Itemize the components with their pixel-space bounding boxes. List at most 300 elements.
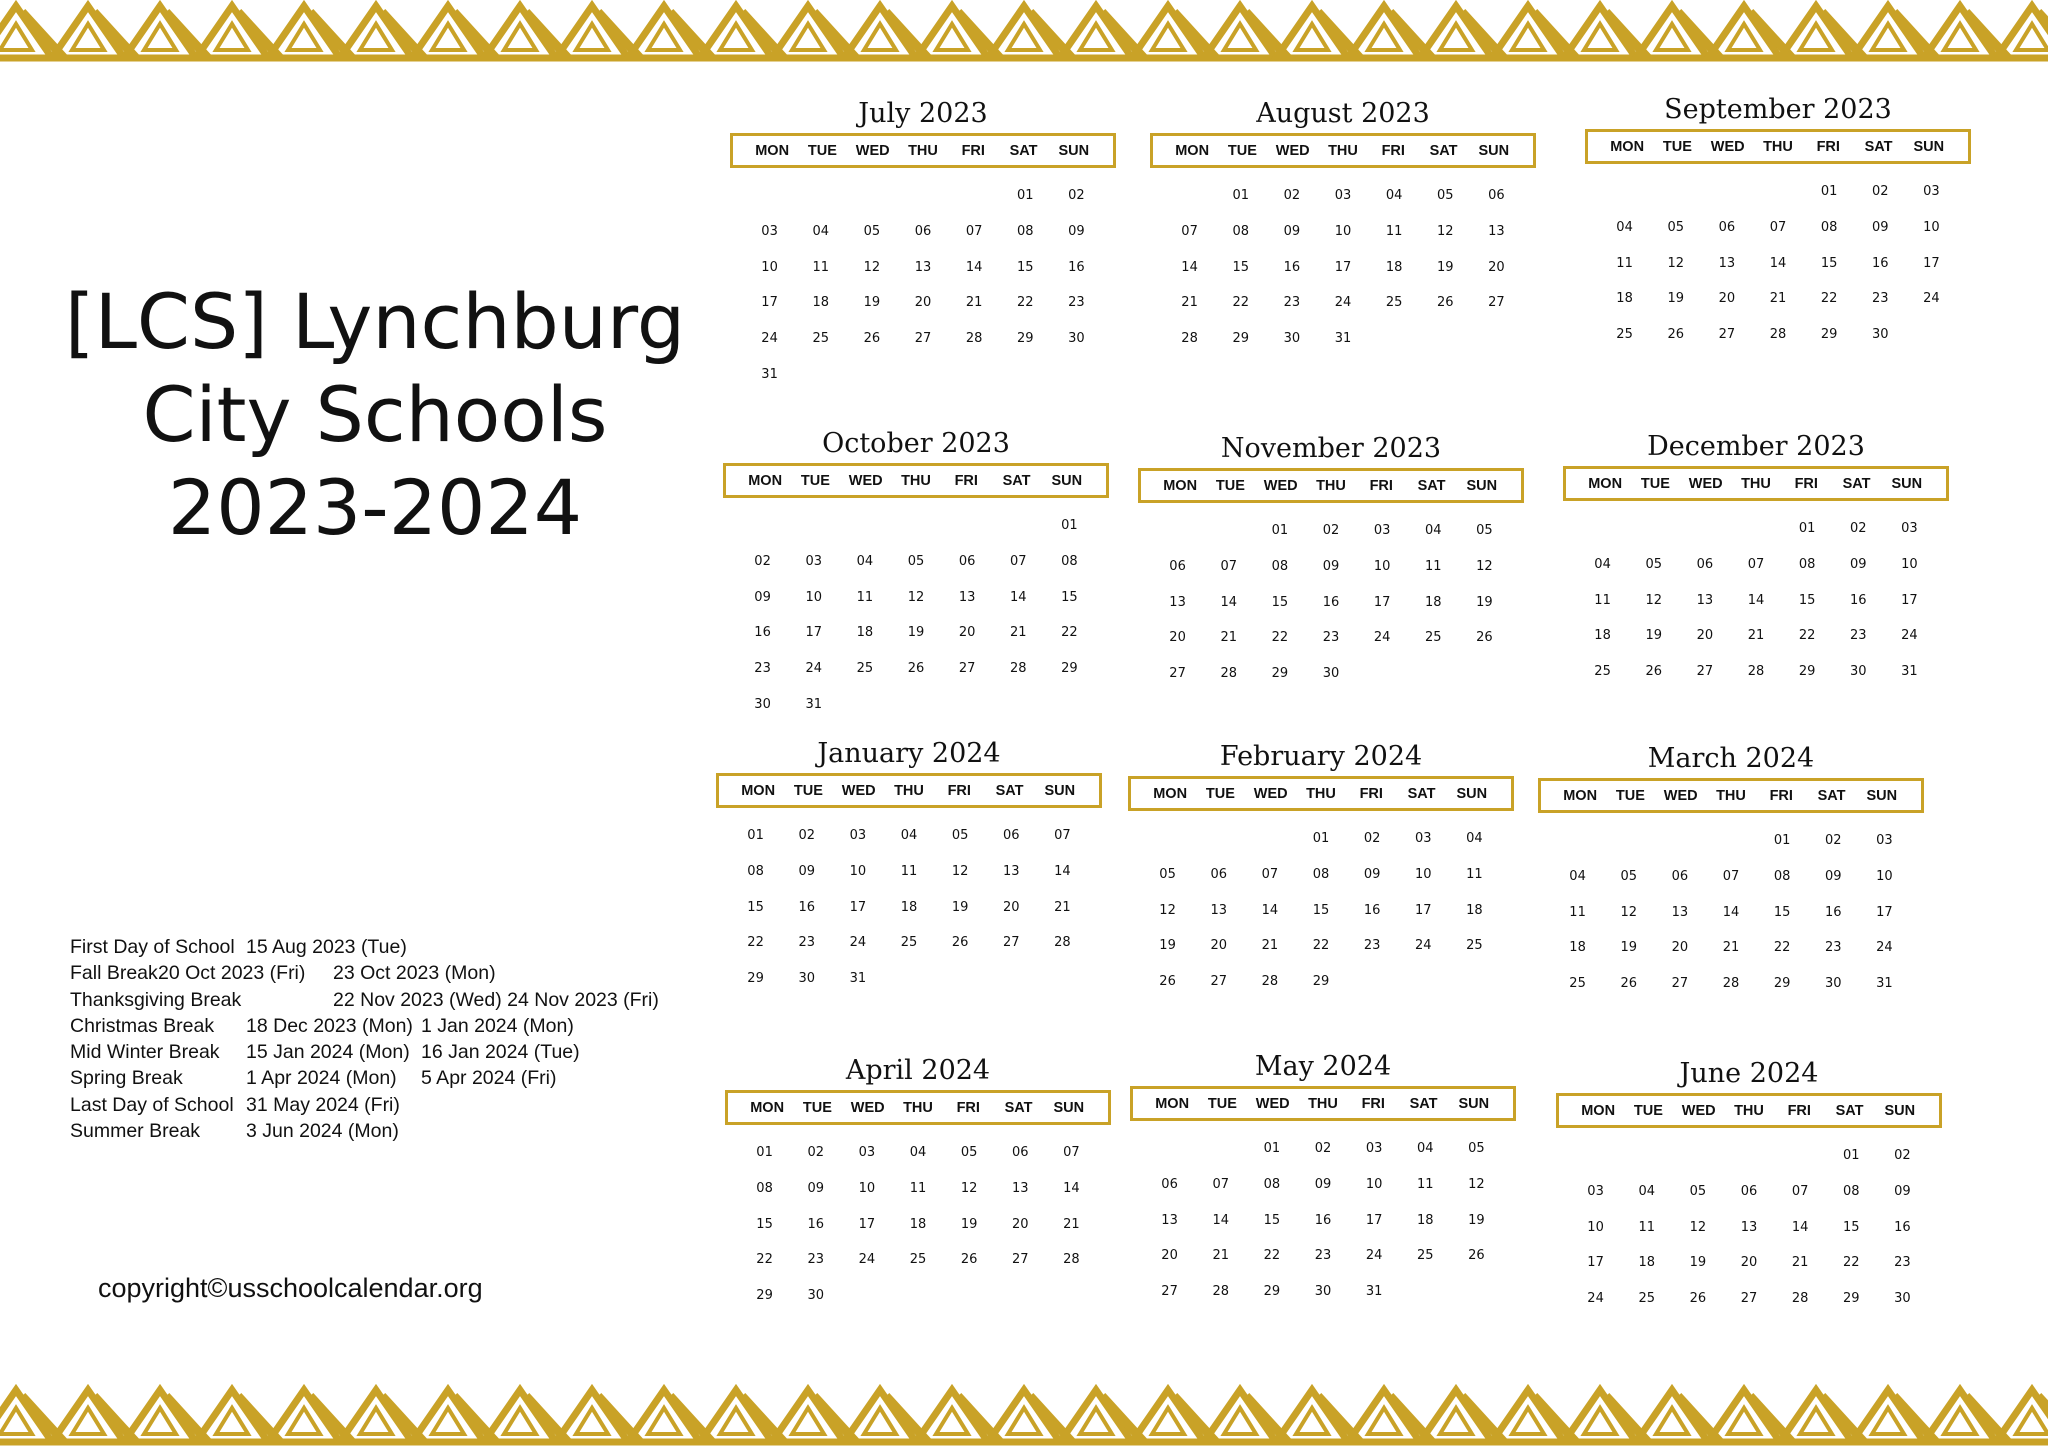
day-cell: 27 xyxy=(1210,974,1227,990)
day-cell: 03 xyxy=(1334,188,1352,204)
weekday-label: FRI xyxy=(956,1099,980,1116)
day-cell: 08 xyxy=(747,864,764,880)
month-title: September 2023 xyxy=(1664,94,1892,125)
day-cell: 02 xyxy=(1068,188,1085,204)
week-row xyxy=(739,1278,1097,1314)
weekday-label: TUE xyxy=(802,1099,832,1116)
week-row xyxy=(1164,214,1522,250)
date-event-label: Last Day of School xyxy=(70,1093,234,1116)
week-row xyxy=(1152,656,1510,692)
day-cell: 13 xyxy=(1740,1219,1758,1235)
day-cell: 10 xyxy=(1365,1177,1383,1193)
week-row xyxy=(1599,245,1957,281)
day-cell: 19 xyxy=(1468,1212,1485,1228)
day-cell: 16 xyxy=(1894,1219,1911,1235)
day-cell: 06 xyxy=(1161,1177,1178,1193)
day-cell: 19 xyxy=(960,1216,978,1232)
weekday-label: TUE xyxy=(1633,1102,1663,1119)
weekday-label: TUE xyxy=(1615,787,1645,804)
day-cell: 30 xyxy=(807,1288,824,1304)
day-cell: 01 xyxy=(1820,184,1838,200)
date-event-label: Spring Break xyxy=(70,1067,183,1090)
day-cell: 08 xyxy=(1271,559,1289,575)
weekday-label: SAT xyxy=(1407,785,1436,802)
date-event-label: Christmas Break xyxy=(70,1014,215,1037)
day-cell: 20 xyxy=(1740,1255,1758,1271)
week-row xyxy=(737,544,1095,580)
week-row xyxy=(1599,210,1957,246)
day-grid xyxy=(725,1125,1111,1313)
day-cell: 18 xyxy=(1616,291,1633,307)
day-cell: 12 xyxy=(1468,1177,1485,1193)
day-cell: 10 xyxy=(1587,1219,1604,1235)
week-row xyxy=(1552,930,1910,966)
day-cell: 15 xyxy=(1271,594,1289,610)
day-cell: 22 xyxy=(747,935,764,951)
day-cell: 03 xyxy=(849,828,867,844)
date-row xyxy=(70,989,710,1015)
weekday-label: TUE xyxy=(1662,138,1692,155)
week-row xyxy=(1164,321,1522,357)
month-title: February 2024 xyxy=(1219,741,1423,772)
day-cell: 23 xyxy=(1825,940,1842,956)
day-cell: 10 xyxy=(858,1181,876,1197)
weekday-label: TUE xyxy=(1207,1095,1237,1112)
day-cell: 05 xyxy=(1620,869,1637,885)
day-cell: 26 xyxy=(1667,327,1684,343)
week-row xyxy=(737,615,1095,651)
weekday-label: WED xyxy=(1255,1095,1290,1112)
day-cell: 20 xyxy=(1169,630,1186,646)
day-cell: 30 xyxy=(1283,331,1301,347)
day-cell: 22 xyxy=(1798,628,1816,644)
date-row xyxy=(70,936,710,962)
week-row xyxy=(1164,178,1522,214)
day-cell: 03 xyxy=(858,1145,876,1161)
day-cell: 21 xyxy=(1181,295,1198,311)
day-cell: 09 xyxy=(1283,224,1301,240)
day-cell: 08 xyxy=(1232,224,1249,240)
weekday-label: SAT xyxy=(1409,1095,1438,1112)
day-cell: 14 xyxy=(1769,255,1787,271)
day-cell: 27 xyxy=(1488,295,1505,311)
day-cell: 12 xyxy=(1437,224,1454,240)
weekday-header xyxy=(1585,129,1971,164)
day-cell: 04 xyxy=(1594,557,1611,573)
day-cell: 01 xyxy=(1843,1148,1860,1164)
day-cell: 08 xyxy=(1843,1184,1860,1200)
day-cell: 04 xyxy=(909,1145,927,1161)
day-cell: 01 xyxy=(1017,188,1034,204)
weekday-header xyxy=(1563,466,1949,501)
day-cell: 28 xyxy=(1181,331,1198,347)
month-title: October 2023 xyxy=(822,428,1010,459)
day-cell: 06 xyxy=(958,554,976,570)
day-cell: 27 xyxy=(1671,976,1689,992)
weekday-label: WED xyxy=(1263,477,1298,494)
weekday-label: FRI xyxy=(1787,1102,1811,1119)
day-grid xyxy=(730,168,1116,392)
month-title: November 2023 xyxy=(1220,433,1442,464)
day-grid xyxy=(716,808,1102,996)
day-cell: 07 xyxy=(1010,554,1027,570)
day-cell: 14 xyxy=(1181,259,1198,275)
day-cell: 01 xyxy=(1271,523,1289,539)
day-cell: 11 xyxy=(1385,224,1403,240)
day-cell: 20 xyxy=(1210,938,1227,954)
day-cell: 26 xyxy=(1689,1291,1707,1307)
day-cell: 09 xyxy=(1894,1184,1911,1200)
date-start: 20 Oct 2023 (Fri) xyxy=(158,962,306,985)
day-cell: 23 xyxy=(1068,295,1085,311)
weekday-label: FRI xyxy=(1794,475,1818,492)
week-row xyxy=(1142,857,1500,893)
day-cell: 28 xyxy=(965,331,983,347)
week-row xyxy=(1552,823,1910,859)
day-cell: 02 xyxy=(754,554,771,570)
day-cell: 01 xyxy=(1263,1141,1281,1157)
day-cell: 19 xyxy=(907,625,925,641)
day-cell: 02 xyxy=(807,1145,824,1161)
week-row xyxy=(730,961,1088,997)
day-cell: 09 xyxy=(1314,1177,1332,1193)
day-cell: 27 xyxy=(1169,666,1186,682)
weekday-label: TUE xyxy=(793,782,823,799)
month-title: July 2023 xyxy=(858,98,988,129)
week-row xyxy=(737,686,1095,722)
weekday-label: FRI xyxy=(954,472,978,489)
day-cell: 27 xyxy=(1012,1252,1029,1268)
day-cell: 28 xyxy=(1220,666,1237,682)
weekday-label: SUN xyxy=(1866,787,1898,804)
day-cell: 17 xyxy=(1901,592,1918,608)
date-end: 16 Jan 2024 (Tue) xyxy=(421,1041,580,1064)
weekday-label: SAT xyxy=(1864,138,1893,155)
day-cell: 18 xyxy=(909,1216,927,1232)
day-grid xyxy=(1585,164,1971,352)
day-cell: 05 xyxy=(863,224,881,240)
day-cell: 22 xyxy=(1017,295,1034,311)
day-cell: 26 xyxy=(907,661,925,677)
day-cell: 18 xyxy=(1638,1255,1655,1271)
month-title: June 2024 xyxy=(1679,1058,1819,1089)
day-cell: 19 xyxy=(1689,1255,1707,1271)
day-cell: 28 xyxy=(1791,1291,1809,1307)
day-cell: 01 xyxy=(756,1145,773,1161)
weekday-label: MON xyxy=(1610,138,1645,155)
week-row xyxy=(739,1206,1097,1242)
day-cell: 28 xyxy=(1010,661,1027,677)
day-cell: 29 xyxy=(1820,327,1838,343)
day-grid xyxy=(1128,811,1514,999)
day-cell: 31 xyxy=(1901,664,1918,680)
day-cell: 24 xyxy=(1587,1291,1604,1307)
day-cell: 23 xyxy=(807,1252,824,1268)
weekday-label: MON xyxy=(1581,1102,1616,1119)
week-row xyxy=(1577,654,1935,690)
day-cell: 09 xyxy=(1872,220,1889,236)
day-cell: 09 xyxy=(754,589,771,605)
day-cell: 20 xyxy=(958,625,976,641)
day-cell: 23 xyxy=(754,661,771,677)
day-cell: 02 xyxy=(1322,523,1340,539)
day-cell: 24 xyxy=(858,1252,876,1268)
weekday-header xyxy=(716,773,1102,808)
day-cell: 19 xyxy=(951,899,969,915)
day-cell: 24 xyxy=(1365,1248,1383,1264)
day-cell: 15 xyxy=(1061,589,1078,605)
day-cell: 14 xyxy=(1220,594,1237,610)
day-cell: 26 xyxy=(1159,974,1176,990)
weekday-label: WED xyxy=(1275,142,1310,159)
date-event-label: Fall Break xyxy=(70,962,158,985)
day-cell: 20 xyxy=(1161,1248,1178,1264)
day-cell: 31 xyxy=(761,366,778,382)
day-cell: 05 xyxy=(1159,867,1176,883)
week-row xyxy=(1599,317,1957,353)
day-cell: 14 xyxy=(1010,589,1027,605)
week-row xyxy=(1142,821,1500,857)
weekday-label: SUN xyxy=(1053,1099,1085,1116)
day-cell: 08 xyxy=(1061,554,1078,570)
day-cell: 07 xyxy=(1220,559,1237,575)
day-cell: 15 xyxy=(747,899,764,915)
day-cell: 30 xyxy=(1322,666,1340,682)
weekday-label: SUN xyxy=(1456,785,1488,802)
day-cell: 13 xyxy=(1210,902,1227,918)
week-row xyxy=(739,1135,1097,1171)
week-row xyxy=(1570,1281,1928,1317)
day-cell: 16 xyxy=(798,899,815,915)
weekday-label: SUN xyxy=(1051,472,1083,489)
date-end: 23 Oct 2023 (Mon) xyxy=(333,962,496,985)
day-cell: 29 xyxy=(1017,331,1034,347)
day-cell: 05 xyxy=(1437,188,1454,204)
month-calendar xyxy=(1585,91,1971,352)
month-calendar xyxy=(1556,1055,1942,1316)
month-title: April 2024 xyxy=(845,1055,991,1086)
weekday-label: SUN xyxy=(1891,475,1923,492)
day-cell: 20 xyxy=(1488,259,1505,275)
day-cell: 05 xyxy=(1645,557,1662,573)
day-cell: 26 xyxy=(1437,295,1454,311)
day-cell: 04 xyxy=(1417,1141,1434,1157)
day-cell: 14 xyxy=(1063,1181,1080,1197)
day-cell: 16 xyxy=(1872,255,1889,271)
day-cell: 24 xyxy=(1901,628,1918,644)
day-cell: 26 xyxy=(1645,664,1662,680)
weekday-label: TUE xyxy=(1215,477,1245,494)
day-cell: 15 xyxy=(1017,259,1034,275)
weekday-label: SUN xyxy=(1466,477,1498,494)
day-cell: 08 xyxy=(1017,224,1034,240)
day-cell: 21 xyxy=(1063,1216,1080,1232)
weekday-label: MON xyxy=(748,472,783,489)
week-row xyxy=(1599,174,1957,210)
weekday-label: WED xyxy=(855,142,890,159)
day-cell: 19 xyxy=(1645,628,1662,644)
week-row xyxy=(1152,549,1510,585)
day-cell: 01 xyxy=(747,828,764,844)
weekday-label: SAT xyxy=(1842,475,1871,492)
day-grid xyxy=(1563,501,1949,689)
date-start: 18 Dec 2023 (Mon) xyxy=(246,1014,413,1037)
day-cell: 26 xyxy=(1620,976,1637,992)
day-cell: 17 xyxy=(1373,594,1391,610)
day-cell: 22 xyxy=(1820,291,1838,307)
month-calendar xyxy=(723,425,1109,722)
day-cell: 12 xyxy=(951,864,969,880)
day-cell: 07 xyxy=(1181,224,1198,240)
day-cell: 01 xyxy=(1232,188,1249,204)
week-row xyxy=(1164,249,1522,285)
day-cell: 10 xyxy=(761,259,778,275)
day-cell: 31 xyxy=(805,696,822,712)
weekday-label: SUN xyxy=(1478,142,1510,159)
day-cell: 15 xyxy=(1773,904,1791,920)
week-row xyxy=(1570,1174,1928,1210)
day-cell: 04 xyxy=(856,554,874,570)
day-cell: 14 xyxy=(1722,904,1740,920)
day-cell: 16 xyxy=(1068,259,1085,275)
day-cell: 11 xyxy=(1466,867,1483,883)
day-cell: 15 xyxy=(1263,1212,1281,1228)
day-cell: 12 xyxy=(1620,904,1637,920)
day-cell: 29 xyxy=(1843,1291,1860,1307)
month-calendar xyxy=(725,1052,1111,1313)
day-cell: 27 xyxy=(1161,1284,1178,1300)
weekday-label: MON xyxy=(1163,477,1198,494)
weekday-label: FRI xyxy=(1816,138,1840,155)
month-title: December 2023 xyxy=(1647,431,1865,462)
day-cell: 01 xyxy=(1798,521,1816,537)
day-cell: 13 xyxy=(1718,255,1736,271)
day-cell: 06 xyxy=(914,224,932,240)
day-cell: 13 xyxy=(914,259,932,275)
day-cell: 19 xyxy=(1620,940,1637,956)
week-row xyxy=(1144,1131,1502,1167)
day-cell: 25 xyxy=(1425,630,1442,646)
day-cell: 31 xyxy=(1365,1284,1383,1300)
month-title: August 2023 xyxy=(1256,98,1430,129)
day-cell: 24 xyxy=(1415,938,1432,954)
day-cell: 02 xyxy=(1314,1141,1332,1157)
day-cell: 06 xyxy=(1696,557,1714,573)
day-cell: 09 xyxy=(1322,559,1340,575)
day-cell: 09 xyxy=(798,864,815,880)
day-cell: 06 xyxy=(1012,1145,1029,1161)
week-row xyxy=(730,818,1088,854)
weekday-label: SAT xyxy=(1817,787,1846,804)
day-cell: 04 xyxy=(900,828,918,844)
day-cell: 23 xyxy=(1363,938,1381,954)
day-cell: 26 xyxy=(951,935,969,951)
date-end: 5 Apr 2024 (Fri) xyxy=(421,1067,557,1090)
day-cell: 28 xyxy=(1212,1284,1229,1300)
day-cell: 14 xyxy=(965,259,983,275)
day-cell: 02 xyxy=(1894,1148,1911,1164)
week-row xyxy=(739,1171,1097,1207)
day-cell: 19 xyxy=(1437,259,1454,275)
day-grid xyxy=(1538,813,1924,1001)
day-cell: 29 xyxy=(1773,976,1791,992)
day-cell: 21 xyxy=(1212,1248,1229,1264)
day-cell: 11 xyxy=(1638,1219,1655,1235)
day-cell: 24 xyxy=(1373,630,1391,646)
weekday-label: THU xyxy=(903,1099,933,1116)
week-row xyxy=(1164,285,1522,321)
day-cell: 11 xyxy=(900,864,918,880)
day-cell: 18 xyxy=(1466,902,1483,918)
day-cell: 08 xyxy=(756,1181,773,1197)
month-calendar xyxy=(1538,740,1924,1001)
day-cell: 11 xyxy=(812,259,829,275)
week-row xyxy=(730,925,1088,961)
day-cell: 07 xyxy=(1063,1145,1080,1161)
day-cell: 16 xyxy=(1314,1212,1332,1228)
day-cell: 06 xyxy=(1169,559,1186,575)
day-cell: 22 xyxy=(1061,625,1078,641)
day-cell: 05 xyxy=(1667,220,1684,236)
date-start: 3 Jun 2024 (Mon) xyxy=(246,1120,399,1143)
weekday-label: THU xyxy=(908,142,938,159)
weekday-label: WED xyxy=(1253,785,1288,802)
weekday-header xyxy=(1138,468,1524,503)
weekday-label: THU xyxy=(1308,1095,1338,1112)
weekday-label: MON xyxy=(741,782,776,799)
day-cell: 26 xyxy=(1468,1248,1485,1264)
day-cell: 02 xyxy=(1363,831,1381,847)
day-cell: 03 xyxy=(1876,833,1893,849)
day-cell: 17 xyxy=(1415,902,1432,918)
day-cell: 27 xyxy=(1718,327,1736,343)
month-calendar xyxy=(1138,430,1524,691)
day-cell: 13 xyxy=(1012,1181,1029,1197)
day-cell: 28 xyxy=(1769,327,1787,343)
day-cell: 29 xyxy=(756,1288,773,1304)
week-row xyxy=(1144,1202,1502,1238)
day-cell: 08 xyxy=(1820,220,1838,236)
weekday-label: FRI xyxy=(961,142,985,159)
week-row xyxy=(1144,1274,1502,1310)
day-grid xyxy=(1556,1128,1942,1316)
weekday-label: THU xyxy=(1734,1102,1764,1119)
weekday-label: THU xyxy=(1716,787,1746,804)
weekday-label: FRI xyxy=(1361,1095,1385,1112)
weekday-header xyxy=(723,463,1109,498)
day-cell: 27 xyxy=(1003,935,1020,951)
week-row xyxy=(744,178,1102,214)
day-cell: 21 xyxy=(965,295,983,311)
week-row xyxy=(744,356,1102,392)
day-cell: 22 xyxy=(1843,1255,1860,1271)
day-grid xyxy=(1138,503,1524,691)
week-row xyxy=(1144,1167,1502,1203)
day-cell: 16 xyxy=(807,1216,824,1232)
weekday-label: SUN xyxy=(1044,782,1076,799)
day-cell: 03 xyxy=(1587,1184,1604,1200)
week-row xyxy=(1577,618,1935,654)
day-cell: 07 xyxy=(1791,1184,1809,1200)
day-cell: 28 xyxy=(1747,664,1765,680)
day-cell: 28 xyxy=(1063,1252,1080,1268)
day-cell: 25 xyxy=(1616,327,1633,343)
day-cell: 10 xyxy=(1334,224,1352,240)
day-cell: 05 xyxy=(951,828,969,844)
day-cell: 07 xyxy=(1747,557,1765,573)
day-cell: 03 xyxy=(1373,523,1391,539)
day-cell: 17 xyxy=(1587,1255,1604,1271)
